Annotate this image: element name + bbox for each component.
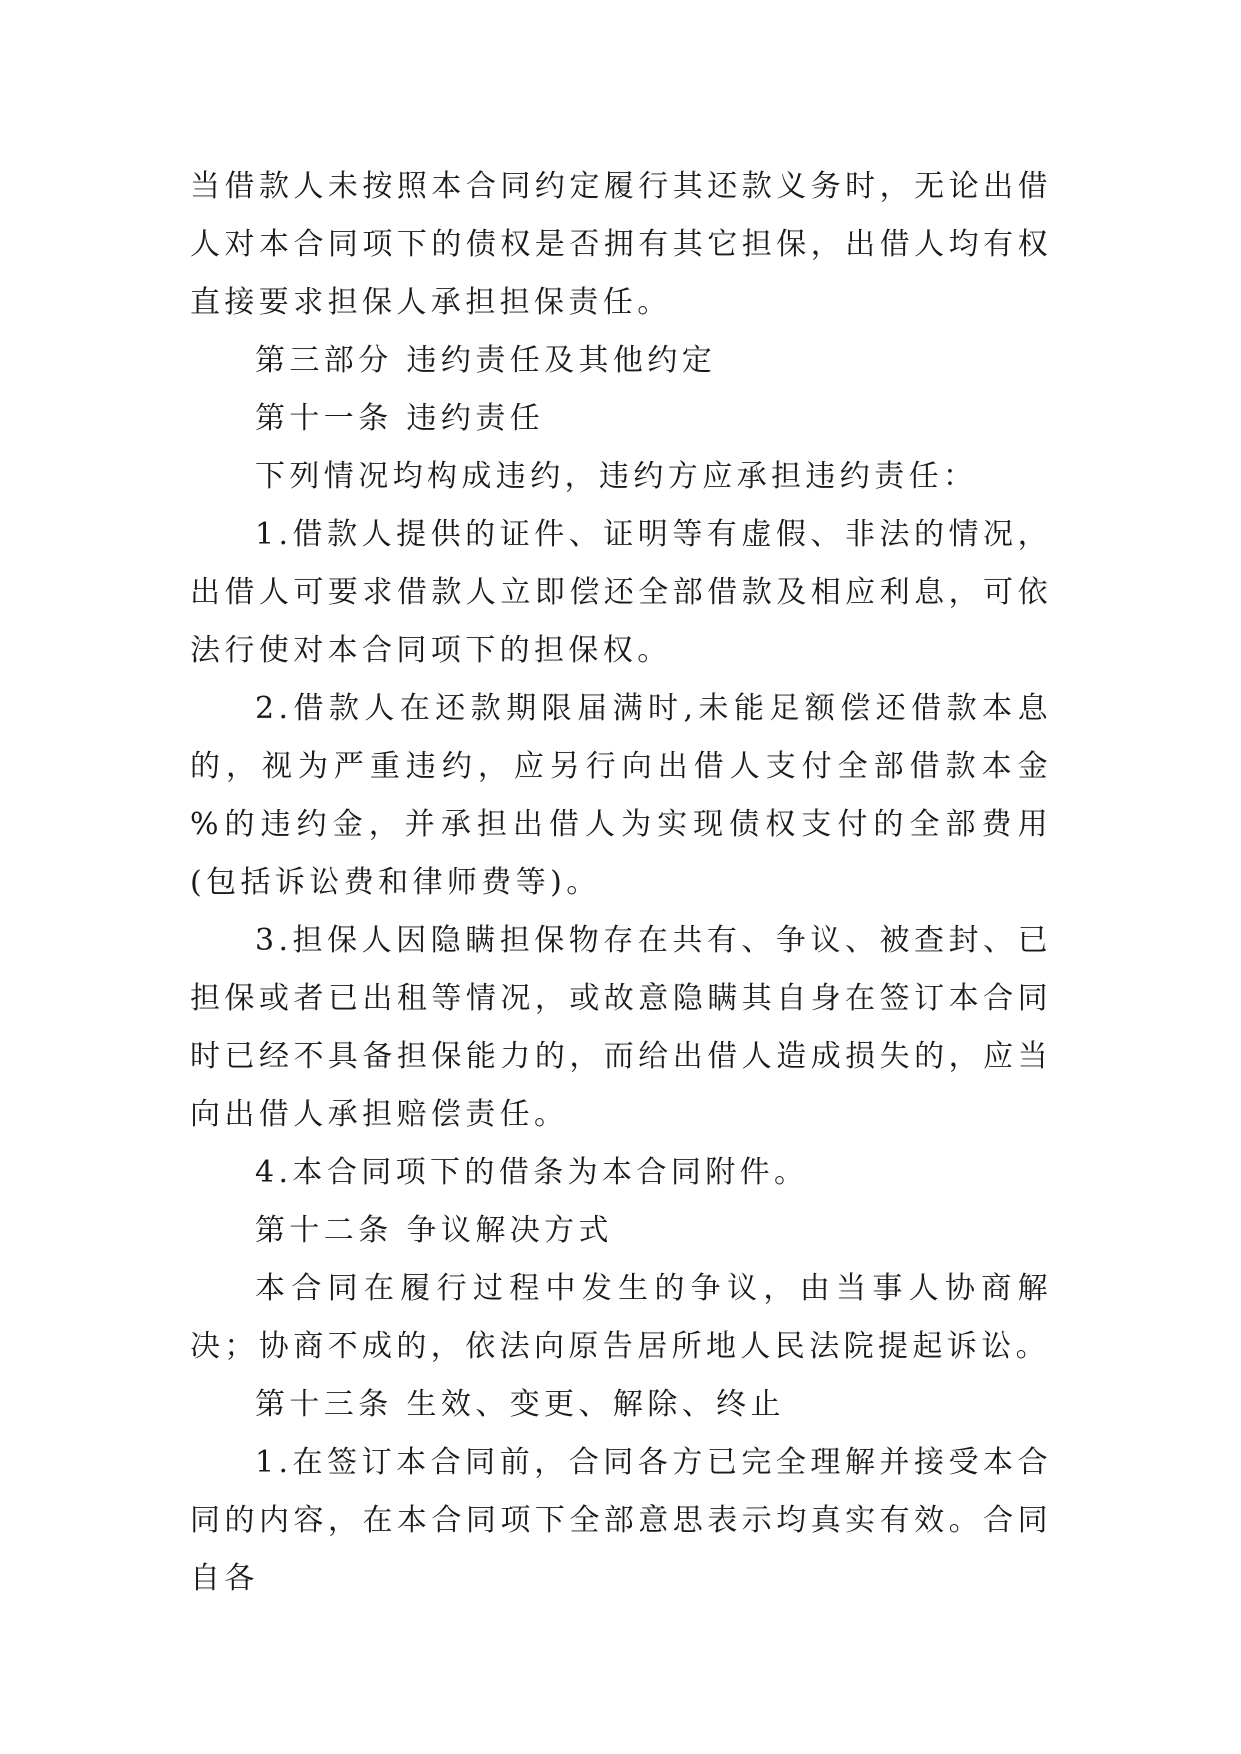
paragraph-breach-item-3: 3.担保人因隐瞒担保物存在共有、争议、被查封、已担保或者已出租等情况，或故意隐瞒其自身在签订本合同时已经不具备担保能力的，而给出借人造成损失的，应当向出借人承担赔偿责任。 <box>190 923 1052 1132</box>
paragraph-breach-item-2: 2.借款人在还款期限届满时,未能足额偿还借款本息的，视为严重违约，应另行向出借人支付全部借款本金 %的违约金，并承担出借人为实现债权支付的全部费用(包括诉讼费和律师费等)。 <box>190 691 1052 900</box>
paragraph-breach-item-1: 1.借款人提供的证件、证明等有虚假、非法的情况，出借人可要求借款人立即偿还全部借款及相应利息，可依法行使对本合同项下的担保权。 <box>190 517 1052 668</box>
paragraph-breach-item-4: 4.本合同项下的借条为本合同附件。 <box>255 1155 809 1190</box>
document-body <box>190 158 1052 1608</box>
paragraph-dispute-resolution: 本合同在履行过程中发生的争议，由当事人协商解决；协商不成的，依法向原告居所地人民法院提起诉讼。 <box>190 1271 1052 1364</box>
article-heading-12: 第十二条 争议解决方式 <box>255 1213 613 1248</box>
article-heading-11: 第十一条 违约责任 <box>255 401 545 436</box>
paragraph-effect-item-1: 1.在签订本合同前，合同各方已完全理解并接受本合同的内容，在本合同项下全部意思表示均真实有效。合同自各 <box>190 1445 1052 1596</box>
paragraph-breach-intro: 下列情况均构成违约，违约方应承担违约责任： <box>255 459 978 494</box>
section-heading-part-three: 第三部分 违约责任及其他约定 <box>255 343 717 378</box>
paragraph-guarantee-liability: 当借款人未按照本合同约定履行其还款义务时，无论出借人对本合同项下的债权是否拥有其它担保，出借人均有权直接要求担保人承担担保责任。 <box>190 169 1052 320</box>
article-heading-13: 第十三条 生效、变更、解除、终止 <box>255 1387 785 1422</box>
